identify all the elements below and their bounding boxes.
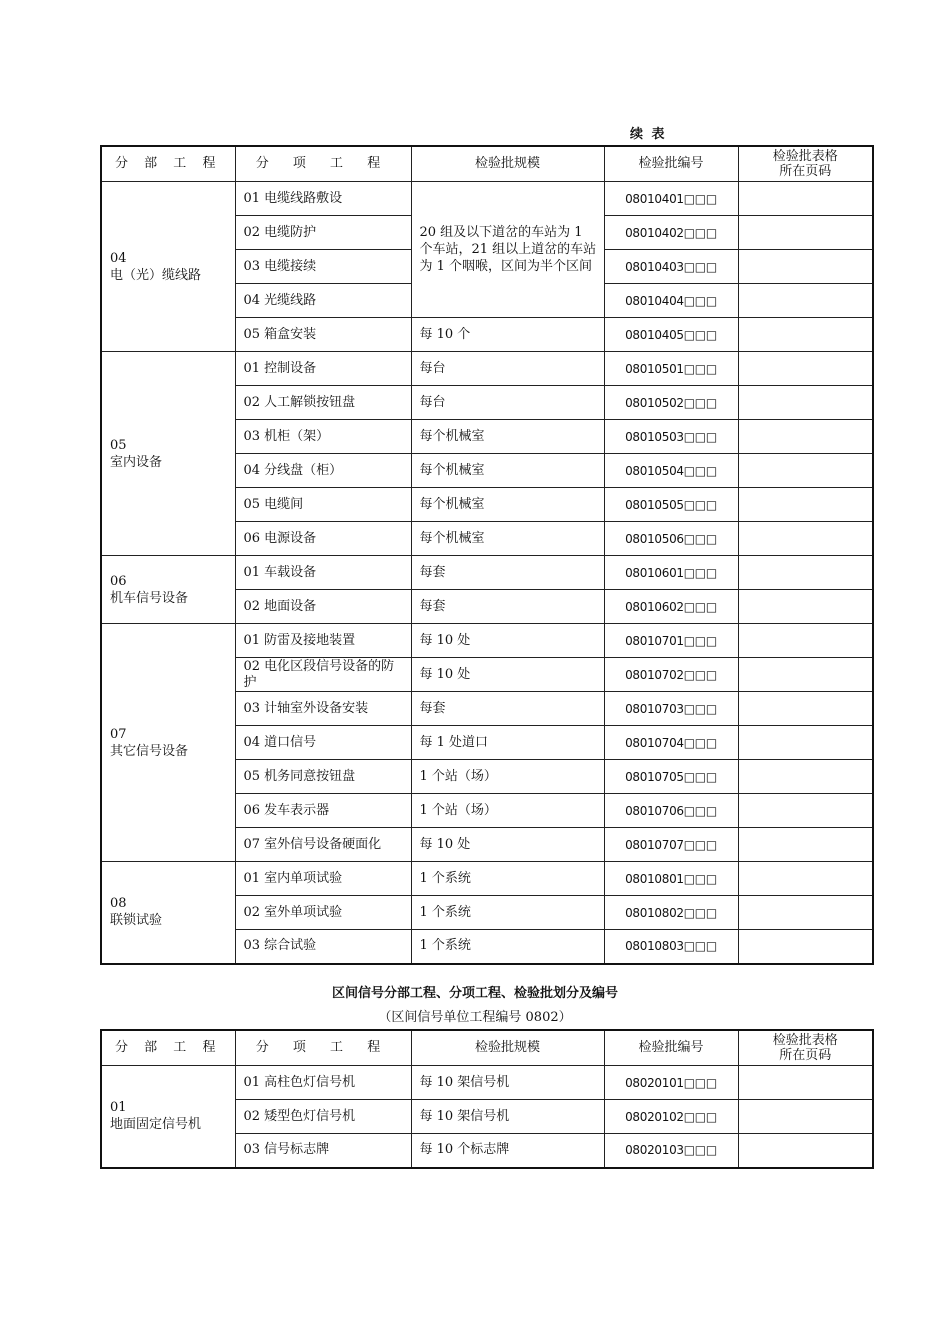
lot-code-cell: 08010801□□□ <box>604 862 738 896</box>
sub-item-cell: 03 计轴室外设备安装 <box>235 692 411 726</box>
header-lot-code: 检验批编号 <box>604 146 738 182</box>
sub-item-cell: 02 人工解锁按钮盘 <box>235 386 411 420</box>
lot-code-cell: 08010501□□□ <box>604 352 738 386</box>
header-page-number-line: 检验批表格 所在页码 <box>772 1033 838 1063</box>
sub-item-cell: 02 电化区段信号设备的防护 <box>235 658 411 692</box>
table-row <box>101 1066 873 1100</box>
sub-item-cell: 01 防雷及接地装置 <box>235 624 411 658</box>
continued-table-label: 续 表 <box>630 127 667 142</box>
lot-code-cell: 08010402□□□ <box>604 216 738 250</box>
page-number-cell[interactable] <box>738 420 873 454</box>
lot-scale-cell: 1 个系统 <box>411 862 604 896</box>
page-number-cell[interactable] <box>738 624 873 658</box>
page-number-cell[interactable] <box>738 590 873 624</box>
lot-code-cell: 08010704□□□ <box>604 726 738 760</box>
header-sub-item: 分 项 工 程 <box>235 146 411 182</box>
sub-division-cell: 08 联锁试验 <box>101 862 235 964</box>
page-number-cell[interactable] <box>738 556 873 590</box>
lot-scale-cell: 每个机械室 <box>411 522 604 556</box>
page-number-cell[interactable] <box>738 216 873 250</box>
lot-scale-cell: 每个机械室 <box>411 488 604 522</box>
lot-code-cell: 08010705□□□ <box>604 760 738 794</box>
page-number-cell[interactable] <box>738 284 873 318</box>
lot-scale-cell: 每个机械室 <box>411 420 604 454</box>
inspection-lot-table-0801 <box>100 145 874 965</box>
header-page-number <box>738 146 873 182</box>
sub-item-cell: 06 发车表示器 <box>235 794 411 828</box>
lot-code-cell: 08010702□□□ <box>604 658 738 692</box>
sub-item-cell: 05 机务同意按钮盘 <box>235 760 411 794</box>
sub-item-cell: 01 高柱色灯信号机 <box>235 1066 411 1100</box>
table-header-row <box>101 1030 873 1066</box>
lot-scale-cell: 每 10 处 <box>411 828 604 862</box>
page-number-cell[interactable] <box>738 488 873 522</box>
section-title: 区间信号分部工程、分项工程、检验批划分及编号 <box>331 986 618 1001</box>
lot-scale-cell: 每 10 处 <box>411 658 604 692</box>
lot-scale-cell: 每套 <box>411 692 604 726</box>
page-number-cell[interactable] <box>738 1100 873 1134</box>
sub-item-cell: 02 地面设备 <box>235 590 411 624</box>
lot-scale-cell: 每台 <box>411 352 604 386</box>
lot-scale-cell: 1 个系统 <box>411 930 604 964</box>
page-number-cell[interactable] <box>738 658 873 692</box>
page-number-cell[interactable] <box>738 862 873 896</box>
lot-scale-cell: 每 10 个标志牌 <box>411 1134 604 1168</box>
page-number-cell[interactable] <box>738 352 873 386</box>
page-number-cell[interactable] <box>738 896 873 930</box>
lot-code-cell: 08010706□□□ <box>604 794 738 828</box>
lot-code-cell: 08010601□□□ <box>604 556 738 590</box>
table-header-row <box>101 146 873 182</box>
lot-code-cell: 08010701□□□ <box>604 624 738 658</box>
page-number-cell[interactable] <box>738 760 873 794</box>
table-row <box>101 624 873 658</box>
sub-item-cell: 02 电缆防护 <box>235 216 411 250</box>
lot-scale-cell: 每 10 架信号机 <box>411 1066 604 1100</box>
lot-scale-cell: 每套 <box>411 556 604 590</box>
header-page-number <box>738 1030 873 1066</box>
sub-item-cell: 06 电源设备 <box>235 522 411 556</box>
header-sub-item: 分 项 工 程 <box>235 1030 411 1066</box>
lot-scale-cell: 每 1 处道口 <box>411 726 604 760</box>
lot-code-cell: 08010504□□□ <box>604 454 738 488</box>
lot-scale-cell: 1 个系统 <box>411 896 604 930</box>
lot-code-cell: 08010703□□□ <box>604 692 738 726</box>
page-number-cell[interactable] <box>738 182 873 216</box>
sub-division-cell: 07 其它信号设备 <box>101 624 235 862</box>
lot-code-cell: 08010602□□□ <box>604 590 738 624</box>
sub-division-cell: 04 电（光）缆线路 <box>101 182 235 352</box>
sub-item-cell: 01 室内单项试验 <box>235 862 411 896</box>
page-number-cell[interactable] <box>738 522 873 556</box>
sub-item-cell: 01 控制设备 <box>235 352 411 386</box>
lot-code-cell: 08010505□□□ <box>604 488 738 522</box>
page-number-cell[interactable] <box>738 794 873 828</box>
lot-code-cell: 08010502□□□ <box>604 386 738 420</box>
sub-item-cell: 03 综合试验 <box>235 930 411 964</box>
lot-code-cell: 08010707□□□ <box>604 828 738 862</box>
section-subtitle: （区间信号单位工程编号 0802） <box>378 1010 572 1025</box>
lot-code-cell: 08010403□□□ <box>604 250 738 284</box>
sub-item-cell: 05 箱盒安装 <box>235 318 411 352</box>
page-number-cell[interactable] <box>738 692 873 726</box>
page-number-cell[interactable] <box>738 386 873 420</box>
sub-item-cell: 04 分线盘（柜） <box>235 454 411 488</box>
page-number-cell[interactable] <box>738 1066 873 1100</box>
page-number-cell[interactable] <box>738 250 873 284</box>
sub-item-cell: 03 电缆接续 <box>235 250 411 284</box>
page-number-cell[interactable] <box>738 318 873 352</box>
lot-scale-cell: 1 个站（场） <box>411 794 604 828</box>
lot-code-cell: 08010401□□□ <box>604 182 738 216</box>
lot-code-cell: 08010503□□□ <box>604 420 738 454</box>
lot-scale-cell: 每 10 处 <box>411 624 604 658</box>
lot-code-cell: 08010405□□□ <box>604 318 738 352</box>
header-sub-division: 分 部 工 程 <box>101 1030 235 1066</box>
sub-item-cell: 01 车载设备 <box>235 556 411 590</box>
lot-scale-cell: 每套 <box>411 590 604 624</box>
lot-scale-cell: 每 10 架信号机 <box>411 1100 604 1134</box>
sub-item-cell: 02 室外单项试验 <box>235 896 411 930</box>
sub-item-cell: 03 信号标志牌 <box>235 1134 411 1168</box>
lot-code-cell: 08020101□□□ <box>604 1066 738 1100</box>
sub-item-cell: 01 电缆线路敷设 <box>235 182 411 216</box>
sub-division-cell: 06 机车信号设备 <box>101 556 235 624</box>
header-page-number-line: 检验批表格 所在页码 <box>772 149 838 179</box>
page-number-cell[interactable] <box>738 726 873 760</box>
lot-code-cell: 08010404□□□ <box>604 284 738 318</box>
sub-item-cell: 04 光缆线路 <box>235 284 411 318</box>
sub-division-cell: 01 地面固定信号机 <box>101 1066 235 1168</box>
lot-scale-cell: 每个机械室 <box>411 454 604 488</box>
sub-item-cell: 05 电缆间 <box>235 488 411 522</box>
inspection-lot-table-0802 <box>100 1029 874 1169</box>
header-lot-code: 检验批编号 <box>604 1030 738 1066</box>
lot-scale-cell: 20 组及以下道岔的车站为 1 个车站，21 组以上道岔的车站为 1 个咽喉，区间为半个区间 <box>411 182 604 318</box>
sub-item-cell: 07 室外信号设备硬面化 <box>235 828 411 862</box>
header-lot-scale: 检验批规模 <box>411 1030 604 1066</box>
lot-scale-cell: 1 个站（场） <box>411 760 604 794</box>
page-number-cell[interactable] <box>738 454 873 488</box>
table-row <box>101 556 873 590</box>
lot-code-cell: 08010802□□□ <box>604 896 738 930</box>
sub-item-cell: 04 道口信号 <box>235 726 411 760</box>
lot-code-cell: 08010506□□□ <box>604 522 738 556</box>
page-number-cell[interactable] <box>738 1134 873 1168</box>
table-row <box>101 352 873 386</box>
lot-code-cell: 08020102□□□ <box>604 1100 738 1134</box>
lot-code-cell: 08020103□□□ <box>604 1134 738 1168</box>
page-number-cell[interactable] <box>738 930 873 964</box>
header-sub-division: 分 部 工 程 <box>101 146 235 182</box>
lot-code-cell: 08010803□□□ <box>604 930 738 964</box>
table-row <box>101 182 873 216</box>
page-number-cell[interactable] <box>738 828 873 862</box>
sub-item-cell: 03 机柜（架） <box>235 420 411 454</box>
header-lot-scale: 检验批规模 <box>411 146 604 182</box>
lot-scale-cell: 每 10 个 <box>411 318 604 352</box>
lot-scale-cell: 每台 <box>411 386 604 420</box>
sub-division-cell: 05 室内设备 <box>101 352 235 556</box>
sub-item-cell: 02 矮型色灯信号机 <box>235 1100 411 1134</box>
table-row <box>101 862 873 896</box>
